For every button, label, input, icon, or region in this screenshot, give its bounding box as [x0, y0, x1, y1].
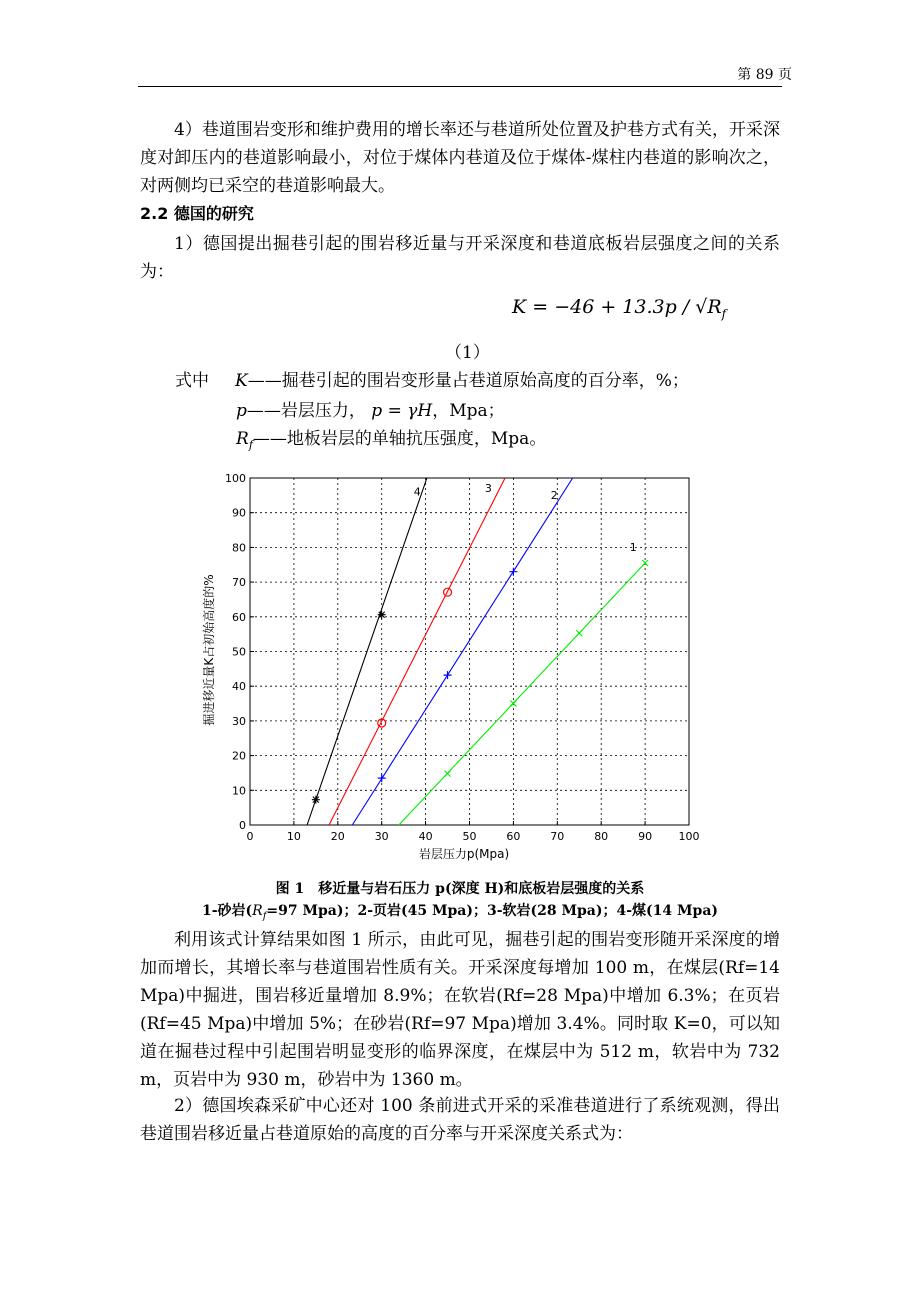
data-point — [444, 671, 452, 679]
data-point — [576, 630, 582, 636]
formula-1 — [512, 296, 726, 321]
definition-p — [236, 396, 505, 421]
section-title: 2.2 德国的研究 — [140, 204, 254, 223]
x-tick-label: 90 — [638, 830, 653, 843]
x-axis-label: 岩层压力p(Mpa) — [418, 847, 510, 861]
caption-rf-sub: f — [262, 910, 267, 922]
series-label: 2 — [550, 488, 558, 502]
figure-legend-caption — [0, 900, 920, 922]
paragraph-result: 利用该式计算结果如图 1 所示，由此可见，掘巷引起的围岩变形随开采深度的增加而增长，其增长率与巷道围岩性质有关。开采深度每增加 100 m，在煤层(Rf=14 Mpa)中掘进，围岩移近量增加 8.9%；在软岩(Rf=28 Mpa)中增加 6.3%；在页岩(Rf=45 Mpa)中增加 5%；在砂岩(Rf=97 Mpa)增加 3.4%。同时取 K=0，可以知道在掘巷过程中引起围岩明显变形的临界深度，在煤层中为 512 m，软岩中为 732 m，页岩中为 930 m，砂岩中为 1360 m。 — [140, 930, 780, 1090]
caption-legend-b: =97 Mpa)；2-页岩(45 Mpa)；3-软岩(28 Mpa)；4-煤(14 Mpa) — [266, 903, 719, 919]
figure-caption: 图 1 移近量与岩石压力 p(深度 H)和底板岩层强度的关系 — [275, 881, 645, 897]
y-tick-label: 70 — [232, 576, 246, 590]
x-tick-label: 80 — [594, 830, 609, 843]
series-label: 4 — [413, 485, 421, 499]
definition-p-unit: ，Mpa； — [432, 401, 505, 421]
definition-rf-text: ——地板岩层的单轴抗压强度，Mpa。 — [252, 429, 547, 449]
series-label: 1 — [629, 540, 637, 554]
data-point — [378, 774, 386, 782]
x-tick-label: 100 — [678, 830, 700, 843]
symbol-k: K — [235, 371, 248, 391]
paragraph-2: 2）德国埃森采矿中心还对 100 条前进式开采的采准巷道进行了系统观测，得出巷道围岩移近量占巷道原始的高度的百分率与开采深度关系式为： — [140, 1096, 780, 1144]
x-tick-label: 0 — [246, 830, 254, 843]
data-point — [312, 796, 320, 804]
x-tick-label: 10 — [286, 830, 301, 843]
header-rule — [138, 86, 782, 87]
data-point — [378, 611, 386, 619]
x-tick-label: 60 — [506, 830, 521, 843]
definition-k — [175, 366, 689, 391]
grid — [250, 478, 689, 825]
y-tick-label: 30 — [232, 714, 246, 728]
data-point — [445, 771, 451, 777]
y-axis-label: 掘进移近量K占初始高度的% — [202, 574, 216, 726]
y-tick-label: 60 — [232, 610, 246, 624]
definition-rf — [236, 424, 546, 451]
definition-p-text: ——岩层压力， — [246, 401, 366, 421]
caption-rf: R — [252, 903, 263, 919]
y-tick-label: 90 — [232, 506, 246, 520]
paragraph-4: 4）巷道围岩变形和维护费用的增长率还与巷道所处位置及护巷方式有关，开采深度对卸压内的巷道影响最小，对位于煤体内巷道及位于煤体-煤柱内巷道的影响次之，对两侧均已采空的巷道影响最大。 — [140, 120, 780, 196]
pressure-displacement-chart — [185, 460, 725, 870]
x-tick-label: 20 — [330, 830, 345, 843]
symbol-p: p — [236, 401, 247, 421]
paragraph-1: 1）德国提出掘巷引起的围岩移近量与开采深度和巷道底板岩层强度之间的关系为： — [140, 234, 780, 282]
y-tick-label: 10 — [232, 784, 246, 798]
symbol-rf: R — [236, 429, 249, 449]
series-label: 3 — [484, 481, 492, 495]
y-tick-label: 0 — [239, 819, 246, 832]
symbol-rf-sub: f — [248, 438, 253, 452]
equation-number: （1） — [445, 343, 490, 363]
caption-legend-a: 1-砂岩( — [201, 903, 253, 919]
y-tick-label: 20 — [232, 749, 246, 763]
y-tick-label: 50 — [232, 645, 246, 659]
definition-lead: 式中 — [175, 371, 209, 391]
definition-k-text: ——掘巷引起的围岩变形量占巷道原始高度的百分率，%； — [247, 371, 689, 391]
y-tick-label: 80 — [232, 541, 246, 555]
formula-text: K = −46 + 13.3p / √R — [512, 296, 722, 318]
page-number: 第 89 页 — [737, 67, 792, 83]
y-tick-label: 40 — [232, 680, 246, 694]
x-tick-label: 40 — [418, 830, 433, 843]
x-tick-label: 70 — [550, 830, 565, 843]
x-tick-label: 50 — [462, 830, 477, 843]
data-point — [510, 701, 516, 707]
formula-subscript: f — [721, 306, 727, 321]
p-equation: p = γH — [371, 401, 433, 421]
axes — [225, 472, 700, 843]
data-point — [509, 568, 517, 576]
x-tick-label: 30 — [374, 830, 389, 843]
data-point — [642, 560, 648, 566]
series-1 — [399, 541, 648, 825]
y-tick-label: 100 — [225, 472, 246, 485]
